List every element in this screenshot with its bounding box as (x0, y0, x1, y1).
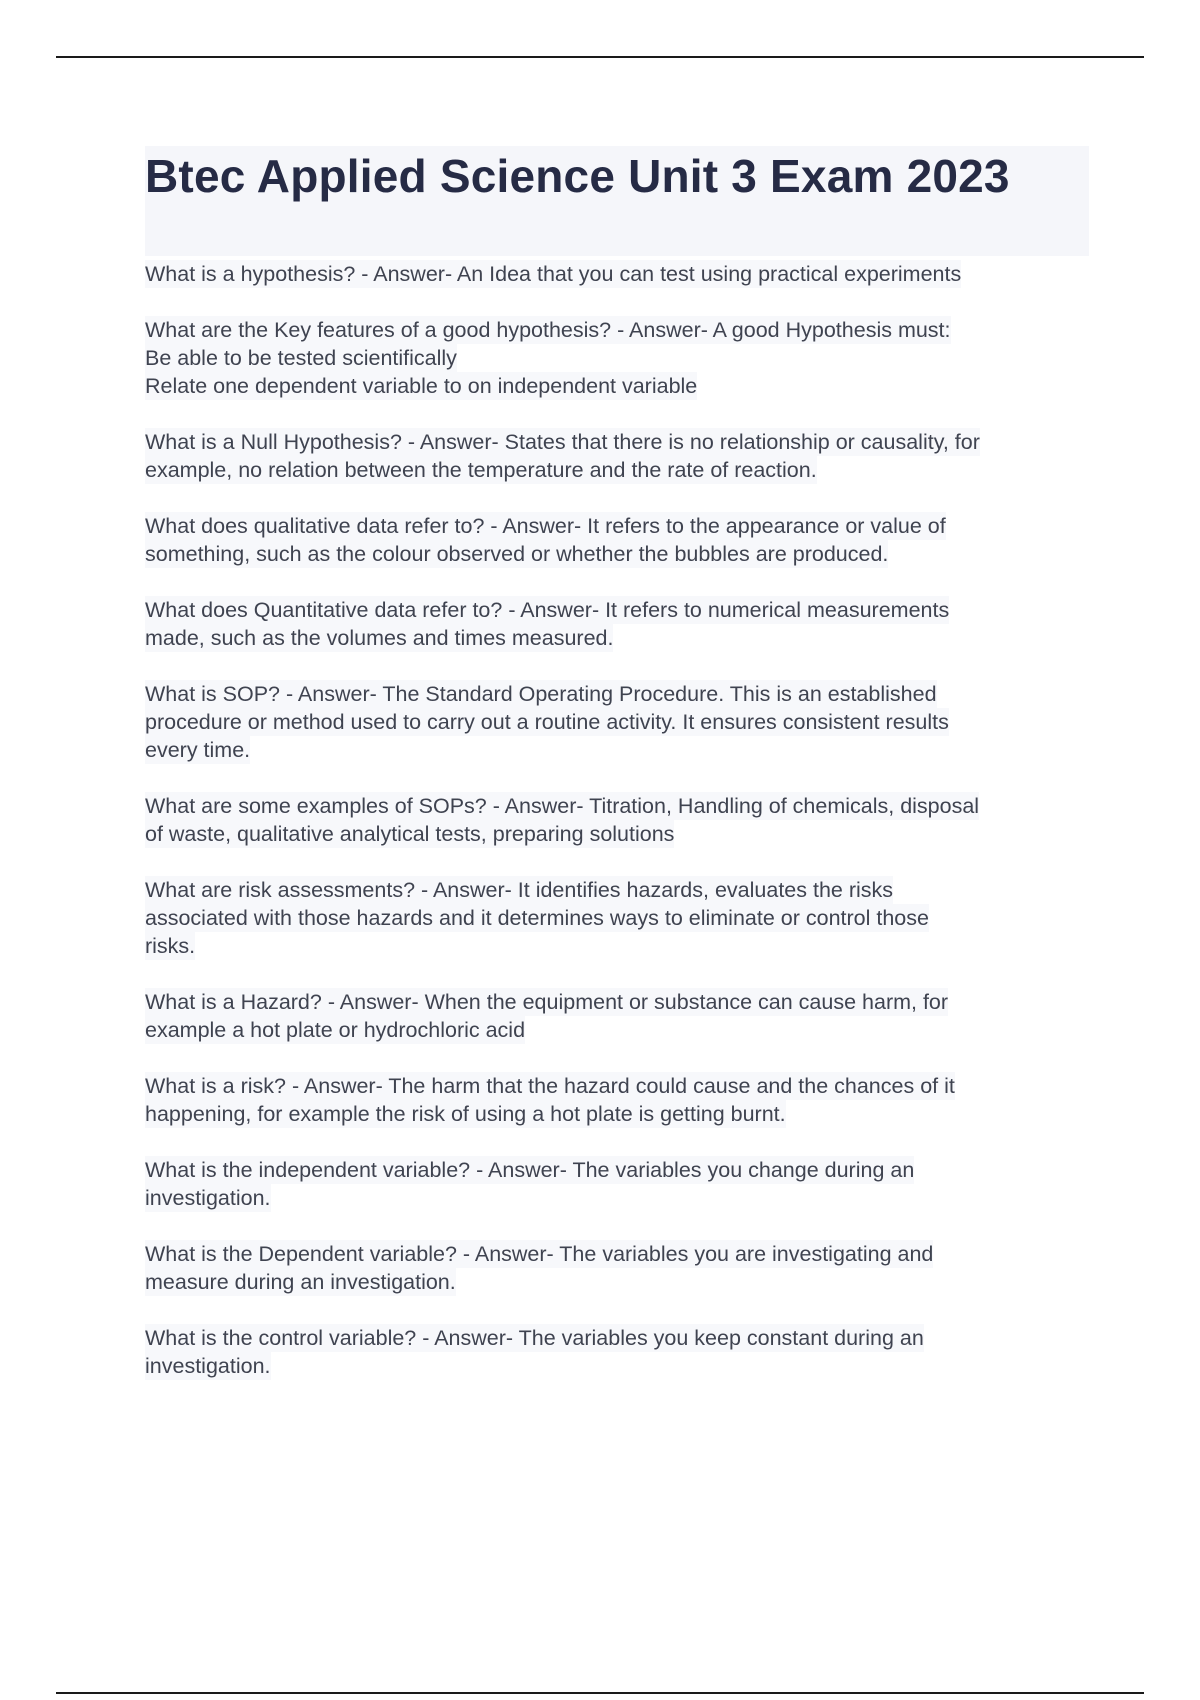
qa-text-line: happening, for example the risk of using a hot plate is getting burnt. (145, 1102, 786, 1126)
qa-text-line: risks. (145, 934, 196, 958)
qa-item (145, 988, 1089, 1044)
qa-text-line: investigation. (145, 1354, 271, 1378)
qa-item (145, 1156, 1089, 1212)
qa-list (145, 260, 1089, 1380)
qa-text-line: example a hot plate or hydrochloric acid (145, 1018, 526, 1042)
qa-text-line: What is a Null Hypothesis? - Answer- States that there is no relationship or causality, for (145, 430, 980, 454)
qa-text-line: What are some examples of SOPs? - Answer- Titration, Handling of chemicals, disposal (145, 794, 980, 818)
footer-rule (56, 1692, 1144, 1694)
qa-text-line: What is a hypothesis? - Answer- An Idea that you can test using practical experiments (145, 262, 962, 286)
qa-item (145, 1240, 1089, 1296)
qa-text-line: What does Quantitative data refer to? - Answer- It refers to numerical measurements (145, 598, 950, 622)
qa-text-line: of waste, qualitative analytical tests, preparing solutions (145, 822, 675, 846)
qa-item (145, 260, 1089, 288)
title-band (145, 146, 1089, 256)
qa-item (145, 596, 1089, 652)
qa-text-line: What is SOP? - Answer- The Standard Operating Procedure. This is an established (145, 682, 937, 706)
qa-text-line: Relate one dependent variable to on independent variable (145, 374, 698, 398)
qa-item (145, 316, 1089, 400)
qa-text-line: What is a risk? - Answer- The harm that the hazard could cause and the chances of it (145, 1074, 955, 1098)
qa-text-line: What is a Hazard? - Answer- When the equipment or substance can cause harm, for (145, 990, 949, 1014)
qa-text-line: procedure or method used to carry out a routine activity. It ensures consistent results (145, 710, 949, 734)
qa-item (145, 792, 1089, 848)
qa-text-line: example, no relation between the temperature and the rate of reaction. (145, 458, 817, 482)
page-title: Btec Applied Science Unit 3 Exam 2023 (145, 150, 1010, 202)
qa-text-line: investigation. (145, 1186, 271, 1210)
qa-text-line: every time. (145, 738, 251, 762)
qa-text-line: Be able to be tested scientifically (145, 346, 457, 370)
qa-text-line: What is the Dependent variable? - Answer- The variables you are investigating and (145, 1242, 934, 1266)
header-rule (56, 56, 1144, 58)
qa-text-line: What is the control variable? - Answer- The variables you keep constant during an (145, 1326, 924, 1350)
qa-item (145, 876, 1089, 960)
qa-text-line: something, such as the colour observed or whether the bubbles are produced. (145, 542, 889, 566)
qa-text-line: associated with those hazards and it determines ways to eliminate or control those (145, 906, 929, 930)
qa-item (145, 680, 1089, 764)
qa-text-line: measure during an investigation. (145, 1270, 456, 1294)
qa-text-line: What are the Key features of a good hypothesis? - Answer- A good Hypothesis must: (145, 318, 951, 342)
qa-text-line: What does qualitative data refer to? - Answer- It refers to the appearance or value of (145, 514, 946, 538)
qa-text-line: What is the independent variable? - Answer- The variables you change during an (145, 1158, 915, 1182)
qa-item (145, 512, 1089, 568)
qa-item (145, 1072, 1089, 1128)
document-body (145, 146, 1089, 1380)
qa-item (145, 428, 1089, 484)
qa-item (145, 1324, 1089, 1380)
qa-text-line: What are risk assessments? - Answer- It identifies hazards, evaluates the risks (145, 878, 894, 902)
qa-text-line: made, such as the volumes and times measured. (145, 626, 614, 650)
